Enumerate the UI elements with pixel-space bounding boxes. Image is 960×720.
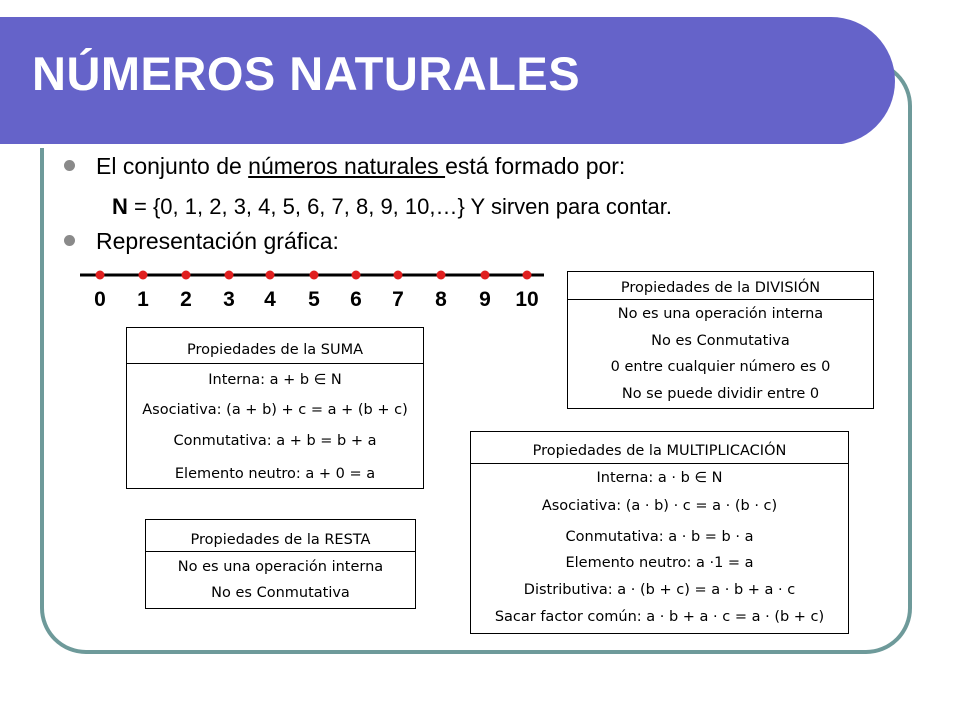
division-header: Propiedades de la DIVISIÓN: [568, 272, 873, 300]
slide-title: NÚMEROS NATURALES: [32, 47, 581, 100]
number-line-dot-7: [394, 271, 403, 280]
suma-header: Propiedades de la SUMA: [127, 328, 423, 364]
number-line-dot-3: [225, 271, 234, 280]
number-line-label-8: 8: [435, 288, 447, 311]
number-line-label-0: 0: [94, 288, 106, 311]
division-row-cero: 0 entre cualquier número es 0: [610, 359, 831, 375]
bullet-representacion: [96, 228, 339, 255]
number-line-dot-6: [352, 271, 361, 280]
multiplicacion-properties-table: [470, 431, 849, 634]
number-line-dot-5: [310, 271, 319, 280]
bullet1-prefix: El conjunto de: [96, 153, 249, 179]
number-line-dot-9: [481, 271, 490, 280]
resta-row-interna: No es una operación interna: [177, 559, 384, 575]
number-line-label-4: 4: [264, 288, 276, 311]
number-line-dot-10: [523, 271, 532, 280]
number-line-dot-8: [437, 271, 446, 280]
suma-row-conmutativa: Conmutativa: a + b = b + a: [173, 433, 377, 449]
number-line-label-2: 2: [180, 288, 192, 311]
number-line-label-5: 5: [308, 288, 320, 311]
multiplicacion-row-asociativa: Asociativa: (a · b) · c = a · (b · c): [541, 498, 778, 514]
set-elements: = {0, 1, 2, 3, 4, 5, 6, 7, 8, 9, 10,…} Y sirven para contar.: [127, 194, 672, 219]
suma-properties-table: [126, 327, 424, 489]
number-line-dot-1: [139, 271, 148, 280]
division-row-interna: No es una operación interna: [617, 306, 824, 322]
number-line-label-3: 3: [223, 288, 235, 311]
multiplicacion-row-factor: Sacar factor común: a · b + a · c = a · (b + c): [494, 609, 825, 625]
number-line-dot-4: [266, 271, 275, 280]
suma-row-neutro: Elemento neutro: a + 0 = a: [174, 466, 376, 482]
bullet-dot-icon: [64, 160, 75, 171]
suma-row-interna: Interna: a + b ∈ N: [208, 372, 342, 388]
number-line-dot-0: [96, 271, 105, 280]
bullet-conjunto: [96, 153, 625, 180]
resta-properties-table: [145, 519, 416, 609]
number-line-label-1: 1: [137, 288, 149, 311]
division-row-conmutativa: No es Conmutativa: [651, 333, 790, 349]
multiplicacion-header: Propiedades de la MULTIPLICACIÓN: [471, 432, 848, 464]
division-row-dividir: No se puede dividir entre 0: [621, 386, 820, 402]
suma-row-asociativa: Asociativa: (a + b) + c = a + (b + c): [142, 402, 408, 418]
bullet1-link: números naturales: [248, 153, 446, 179]
banner-underline: [0, 144, 848, 148]
number-line-label-6: 6: [350, 288, 362, 311]
multiplicacion-row-distributiva: Distributiva: a · (b + c) = a · b + a · c: [523, 582, 796, 598]
set-symbol: N: [112, 194, 128, 219]
multiplicacion-row-conmutativa: Conmutativa: a · b = b · a: [565, 529, 754, 545]
multiplicacion-row-neutro: Elemento neutro: a ·1 = a: [565, 555, 754, 571]
resta-header: Propiedades de la RESTA: [146, 520, 415, 552]
bullet-dot-icon: [64, 235, 75, 246]
resta-row-conmutativa: No es Conmutativa: [211, 585, 350, 601]
division-properties-table: [567, 271, 874, 409]
number-line-label-7: 7: [392, 288, 404, 311]
bullet2-text: Representación gráfica:: [96, 228, 339, 254]
set-definition: [112, 194, 672, 220]
number-line-dot-2: [182, 271, 191, 280]
number-line-label-10: 10: [515, 288, 539, 311]
number-line: [80, 262, 550, 312]
bullet1-suffix: está formado por:: [445, 153, 626, 179]
multiplicacion-row-interna: Interna: a · b ∈ N: [596, 470, 723, 486]
number-line-label-9: 9: [479, 288, 491, 311]
